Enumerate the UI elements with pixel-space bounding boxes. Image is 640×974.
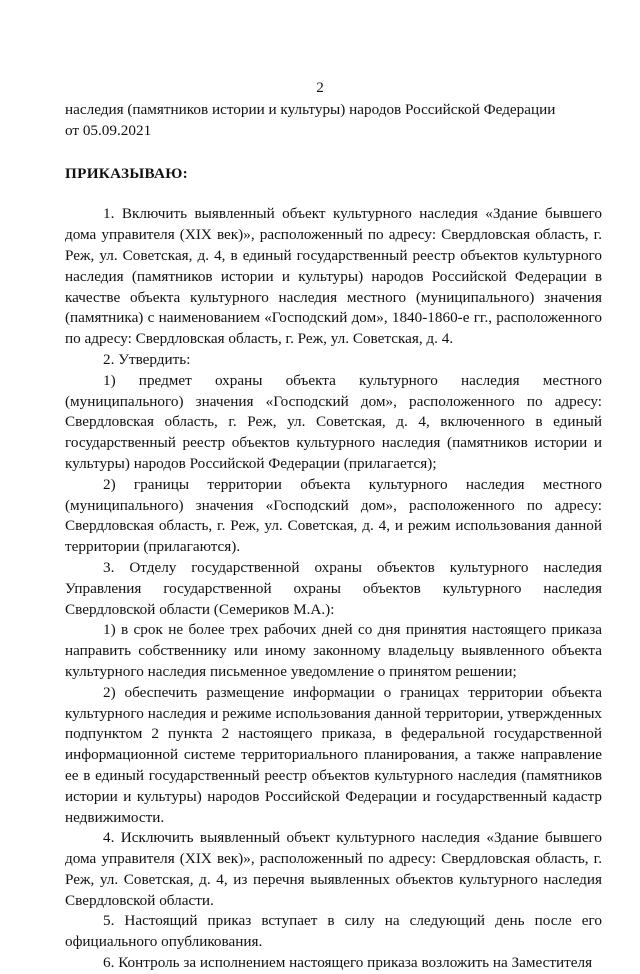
paragraph-6: 6. Контроль за исполнением настоящего приказа возложить на Заместителя xyxy=(103,954,593,972)
paragraph-5: 5. Настоящий приказ вступает в силу на следующий день после его официального опубликования. xyxy=(65,912,602,951)
intro-line-1: наследия (памятников истории и культуры) народов Российской Федерации xyxy=(65,101,556,118)
paragraph-4: 4. Исключить выявленный объект культурного наследия «Здание бывшего дома управителя (XIX век)», расположенный по адресу: Свердловская область, г. Реж, ул. Советская, д. 4, из перечня выявленных объектов культурного наследия Свердловской области. xyxy=(65,829,602,909)
paragraph-3-1: 1) в срок не более трех рабочих дней со дня принятия настоящего приказа направить собственнику или иному законному владельцу выявленного объекта культурного наследия письменное уведомление о принятом решении; xyxy=(65,621,602,680)
paragraph-2-1: 1) предмет охраны объекта культурного наследия местного (муниципального) значения «Господский дом», расположенного по адресу: Свердловская область, г. Реж, ул. Советская, д. 4, включенного в единый государственный реестр объектов культурного наследия (памятников истории и культуры) народов Российской Федерации (прилагается); xyxy=(65,371,602,472)
intro-line-2: от 05.09.2021 xyxy=(65,121,152,139)
paragraph-3: 3. Отделу государственной охраны объектов культурного наследия Управления государственной охраны объектов культурного наследия Свердловской области (Семериков М.А.): xyxy=(65,558,602,618)
paragraph-2-2: 2) границы территории объекта культурного наследия местного (муниципального) значения «Господский дом», расположенного по адресу: Свердловская область, г. Реж, ул. Советская, д. 4, и режим использования данной территории (прилагаются). xyxy=(65,475,602,556)
paragraph-2: 2. Утвердить: xyxy=(103,350,191,368)
document-body xyxy=(65,100,602,974)
paragraph-1: 1. Включить выявленный объект культурного наследия «Здание бывшего дома управителя (XIX век)», расположенный по адресу: Свердловская область, г. Реж, ул. Советская, д. 4, в единый государственный реестр объектов культурного наследия (памятников истории и культуры) народов Российской Федерации в качестве объекта культурного наследия местного (муниципального) значения (памятника) с наименованием «Господский дом», 1840-1860-е гг., расположенного по адресу: Свердловская область, г. Реж, ул. Советская, д. 4. xyxy=(65,205,602,348)
page-number: 2 xyxy=(316,79,324,96)
paragraph-3-2: 2) обеспечить размещение информации о границах территории объекта культурного наследия и режиме использования данной территории, утвержденных подпунктом 2 пункта 2 настоящего приказа, в федеральной государственной информационной системе территориального планирования, а также направление ее в единый государственный реестр объектов культурного наследия (памятников истории и культуры) народов Российской Федерации и государственный кадастр недвижимости. xyxy=(65,683,602,826)
order-heading: ПРИКАЗЫВАЮ: xyxy=(65,164,189,182)
